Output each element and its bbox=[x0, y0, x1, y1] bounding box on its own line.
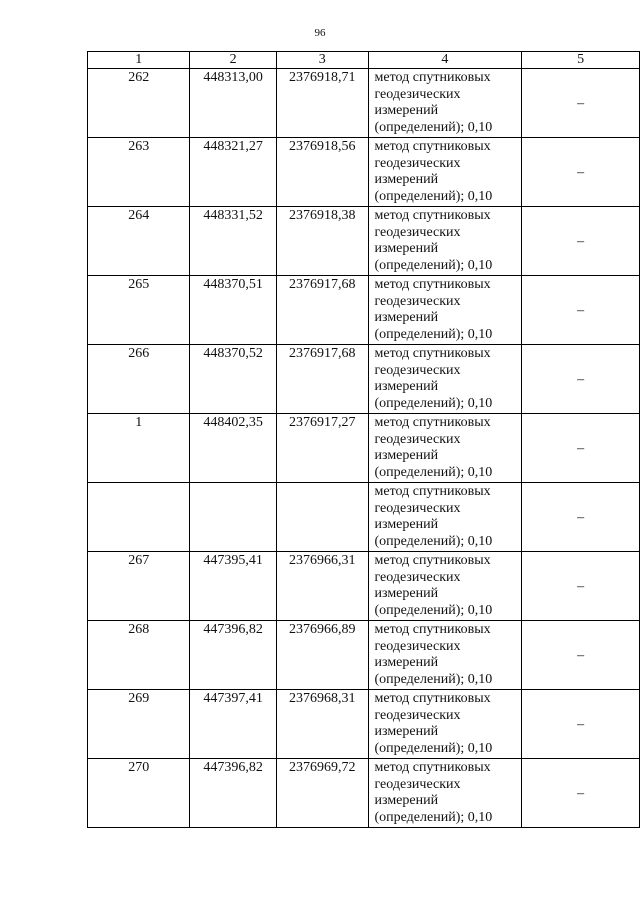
y-coordinate-cell: 2376918,38 bbox=[276, 207, 368, 276]
x-coordinate-cell: 447395,41 bbox=[190, 552, 277, 621]
y-coordinate-cell bbox=[276, 483, 368, 552]
y-coordinate-cell: 2376918,56 bbox=[276, 138, 368, 207]
y-coordinate-cell: 2376917,68 bbox=[276, 345, 368, 414]
x-coordinate-cell: 448321,27 bbox=[190, 138, 277, 207]
x-coordinate-cell: 448370,51 bbox=[190, 276, 277, 345]
method-cell: метод спутниковых геодезических измерений (определений); 0,10 bbox=[368, 276, 522, 345]
dash-mark: – bbox=[577, 165, 585, 181]
dash-mark: – bbox=[577, 786, 585, 802]
note-cell bbox=[522, 138, 640, 207]
method-cell: метод спутниковых геодезических измерений (определений); 0,10 bbox=[368, 345, 522, 414]
dash-mark: – bbox=[577, 372, 585, 388]
point-number-cell: 269 bbox=[88, 690, 190, 759]
note-cell bbox=[522, 345, 640, 414]
note-cell bbox=[522, 690, 640, 759]
method-cell: метод спутниковых геодезических измерений (определений); 0,10 bbox=[368, 414, 522, 483]
method-cell: метод спутниковых геодезических измерений (определений); 0,10 bbox=[368, 621, 522, 690]
note-cell bbox=[522, 276, 640, 345]
table-row bbox=[88, 552, 640, 621]
method-cell: метод спутниковых геодезических измерений (определений); 0,10 bbox=[368, 138, 522, 207]
y-coordinate-cell: 2376917,27 bbox=[276, 414, 368, 483]
table-row bbox=[88, 345, 640, 414]
note-cell bbox=[522, 207, 640, 276]
x-coordinate-cell: 447396,82 bbox=[190, 759, 277, 828]
point-number-cell: 1 bbox=[88, 414, 190, 483]
column-header-5: 5 bbox=[522, 52, 640, 69]
x-coordinate-cell: 448370,52 bbox=[190, 345, 277, 414]
dash-mark: – bbox=[577, 234, 585, 250]
note-cell bbox=[522, 621, 640, 690]
column-header-2: 2 bbox=[190, 52, 277, 69]
dash-mark: – bbox=[577, 96, 585, 112]
table-row bbox=[88, 69, 640, 138]
method-cell: метод спутниковых геодезических измерений (определений); 0,10 bbox=[368, 552, 522, 621]
table-row bbox=[88, 690, 640, 759]
table-row bbox=[88, 621, 640, 690]
x-coordinate-cell: 448402,35 bbox=[190, 414, 277, 483]
y-coordinate-cell: 2376968,31 bbox=[276, 690, 368, 759]
table-header-row bbox=[88, 52, 640, 69]
point-number-cell: 266 bbox=[88, 345, 190, 414]
method-cell: метод спутниковых геодезических измерений (определений); 0,10 bbox=[368, 759, 522, 828]
note-cell bbox=[522, 552, 640, 621]
column-header-1: 1 bbox=[88, 52, 190, 69]
dash-mark: – bbox=[577, 510, 585, 526]
column-header-4: 4 bbox=[368, 52, 522, 69]
table-row bbox=[88, 759, 640, 828]
method-cell: метод спутниковых геодезических измерений (определений); 0,10 bbox=[368, 69, 522, 138]
y-coordinate-cell: 2376917,68 bbox=[276, 276, 368, 345]
y-coordinate-cell: 2376918,71 bbox=[276, 69, 368, 138]
point-number-cell: 267 bbox=[88, 552, 190, 621]
point-number-cell: 264 bbox=[88, 207, 190, 276]
coordinates-table bbox=[87, 51, 640, 828]
dash-mark: – bbox=[577, 303, 585, 319]
table-row bbox=[88, 414, 640, 483]
x-coordinate-cell: 447396,82 bbox=[190, 621, 277, 690]
table-row bbox=[88, 276, 640, 345]
point-number-cell bbox=[88, 483, 190, 552]
table-row bbox=[88, 207, 640, 276]
y-coordinate-cell: 2376966,31 bbox=[276, 552, 368, 621]
note-cell bbox=[522, 69, 640, 138]
table-row bbox=[88, 138, 640, 207]
dash-mark: – bbox=[577, 648, 585, 664]
table-row bbox=[88, 483, 640, 552]
x-coordinate-cell: 447397,41 bbox=[190, 690, 277, 759]
x-coordinate-cell: 448313,00 bbox=[190, 69, 277, 138]
dash-mark: – bbox=[577, 717, 585, 733]
method-cell: метод спутниковых геодезических измерений (определений); 0,10 bbox=[368, 207, 522, 276]
point-number-cell: 268 bbox=[88, 621, 190, 690]
dash-mark: – bbox=[577, 579, 585, 595]
point-number-cell: 265 bbox=[88, 276, 190, 345]
note-cell bbox=[522, 483, 640, 552]
y-coordinate-cell: 2376966,89 bbox=[276, 621, 368, 690]
point-number-cell: 262 bbox=[88, 69, 190, 138]
dash-mark: – bbox=[577, 441, 585, 457]
method-cell: метод спутниковых геодезических измерений (определений); 0,10 bbox=[368, 690, 522, 759]
column-header-3: 3 bbox=[276, 52, 368, 69]
page-number: 96 bbox=[314, 27, 326, 39]
method-cell: метод спутниковых геодезических измерений (определений); 0,10 bbox=[368, 483, 522, 552]
point-number-cell: 270 bbox=[88, 759, 190, 828]
x-coordinate-cell: 448331,52 bbox=[190, 207, 277, 276]
note-cell bbox=[522, 759, 640, 828]
y-coordinate-cell: 2376969,72 bbox=[276, 759, 368, 828]
note-cell bbox=[522, 414, 640, 483]
x-coordinate-cell bbox=[190, 483, 277, 552]
point-number-cell: 263 bbox=[88, 138, 190, 207]
